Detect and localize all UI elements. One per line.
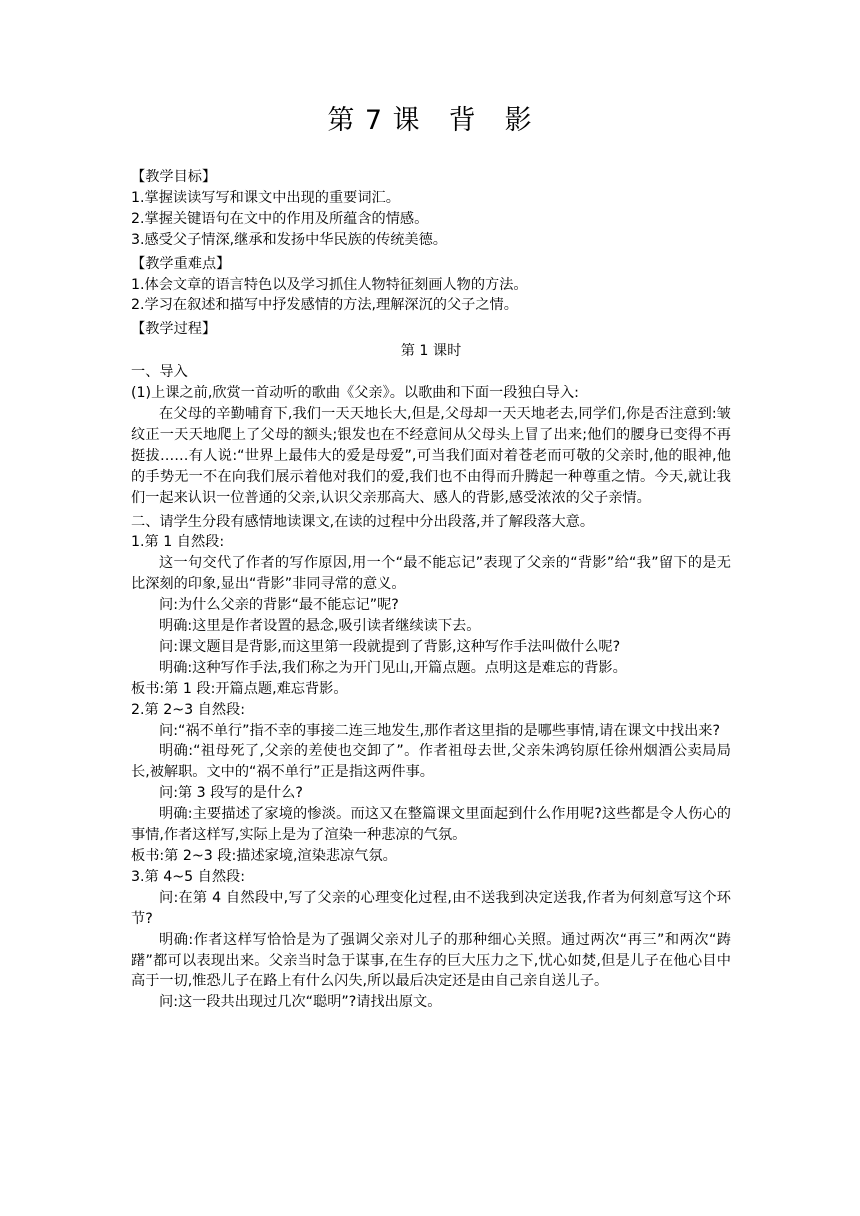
board-note: 板书:第 1 段:开篇点题,难忘背影。 <box>131 680 348 697</box>
section-title: 一、导入 <box>131 364 188 381</box>
answer: 明确:“祖母死了,父亲的差使也交卸了”。作者祖母去世,父亲朱鸿钧原任徐州烟酒公卖局局长,被解职。文中的“祸不单行”正是指这两件事。 <box>131 743 731 781</box>
intro-line: (1)上课之前,欣赏一首动听的歌曲《父亲》。以歌曲和下面一段独白导入: <box>131 385 579 402</box>
part-title: 3.第 4~5 自然段: <box>131 868 246 885</box>
objective-item: 1.掌握读读写写和课文中出现的重要词汇。 <box>131 189 400 206</box>
lesson-label: 第 1 课时 <box>400 343 462 360</box>
question: 问:第 3 段写的是什么? <box>159 785 303 802</box>
part-title: 1.第 1 自然段: <box>131 534 225 551</box>
question: 问:在第 4 自然段中,写了父亲的心理变化过程,由不送我到决定送我,作者为何刻意写这个环节? <box>131 889 731 927</box>
document-body <box>131 167 731 1013</box>
objectives-heading: 【教学目标】 <box>131 169 217 185</box>
board-note: 板书:第 2~3 段:描述家境,渲染悲凉气氛。 <box>131 848 397 864</box>
process-heading: 【教学过程】 <box>131 321 217 338</box>
answer: 明确:这里是作者设置的悬念,吸引读者继续读下去。 <box>159 618 481 635</box>
difficulty-item: 2.学习在叙述和描写中抒发感情的方法,理解深沉的父子之情。 <box>131 297 518 314</box>
difficulty-item: 1.体会文章的语言特色以及学习抓住人物特征刻画人物的方法。 <box>131 276 528 293</box>
answer: 明确:作者这样写恰恰是为了强调父亲对儿子的那种细心关照。通过两次“再三”和两次“踌躇”都可以表现出来。父亲当时急于谋事,在生存的巨大压力之下,忧心如焚,但是儿子在他心目中高于一切,惟恐儿子在路上有什么闪失,所以最后决定还是由自己亲自送儿子。 <box>131 931 731 990</box>
objective-item: 2.掌握关键语句在文中的作用及所蕴含的情感。 <box>131 210 429 227</box>
answer: 明确:这种写作手法,我们称之为开门见山,开篇点题。点明这是难忘的背影。 <box>159 659 627 676</box>
question: 问:这一段共出现过几次“聪明”?请找出原文。 <box>159 994 442 1011</box>
paragraph: 这一句交代了作者的写作原因,用一个“最不能忘记”表现了父亲的“背影”给“我”留下的是无比深刻的印象,显出“背影”非同寻常的意义。 <box>131 555 731 593</box>
section-title: 二、请学生分段有感情地读课文,在读的过程中分出段落,并了解段落大意。 <box>131 513 595 530</box>
question: 问:课文题目是背影,而这里第一段就提到了背影,这种写作手法叫做什么呢? <box>159 638 621 655</box>
question: 问:“祸不单行”指不幸的事接二连三地发生,那作者这里指的是哪些事情,请在课文中找出来? <box>159 722 720 739</box>
intro-paragraph: 在父母的辛勤哺育下,我们一天天地长大,但是,父母却一天天地老去,同学们,你是否注意到:皱纹正一天天地爬上了父母的额头;银发也在不经意间从父母头上冒了出来;他们的腰身已变得不再挺拔……有人说:“世界上最伟大的爱是母爱”,可当我们面对着苍老而可敬的父亲时,他的眼神,他的手势无一不在向我们展示着他对我们的爱,我们也不由得而升腾起一种尊重之情。今天,就让我们一起来认识一位普通的父亲,认识父亲那高大、感人的背影,感受浓浓的父子亲情。 <box>131 405 731 506</box>
page-title: 第 7 课 背 影 <box>327 105 533 136</box>
answer: 明确:主要描述了家境的惨淡。而这又在整篇课文里面起到什么作用呢?这些都是令人伤心的事情,作者这样写,实际上是为了渲染一种悲凉的气氛。 <box>131 806 731 844</box>
difficulties-heading: 【教学重难点】 <box>131 255 231 272</box>
part-title: 2.第 2~3 自然段: <box>131 701 246 718</box>
question: 问:为什么父亲的背影“最不能忘记”呢? <box>159 597 399 614</box>
objective-item: 3.感受父子情深,继承和发扬中华民族的传统美德。 <box>131 231 447 248</box>
